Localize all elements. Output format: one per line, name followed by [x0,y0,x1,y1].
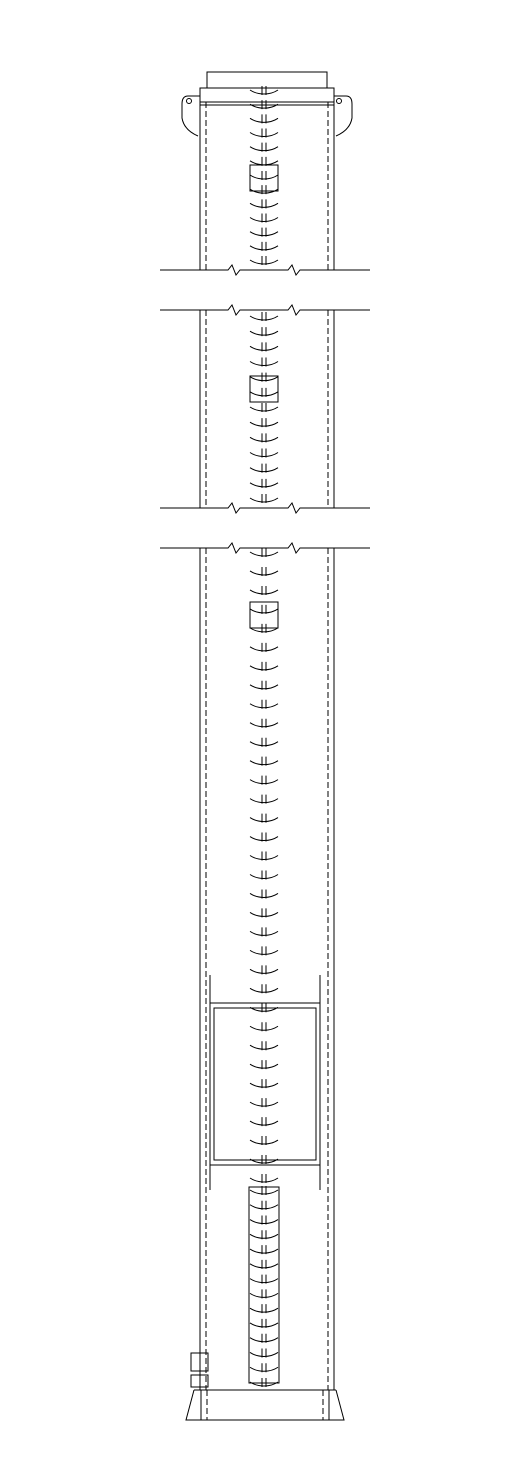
bucket [250,418,278,427]
bucket [250,1060,278,1069]
bucket [250,1174,278,1183]
bucket [250,86,278,95]
inspection-door-top [250,165,278,191]
bucket [250,327,278,336]
head-cap [207,72,327,88]
bucket [250,373,278,382]
bucket [250,1041,278,1050]
bucket [250,662,278,671]
bucket [250,1245,278,1254]
bucket [250,1136,278,1145]
access-window-frame-outer [210,1003,320,1165]
bucket [250,965,278,974]
bucket [250,1098,278,1107]
bucket [250,199,278,208]
inspection-doors [250,165,278,628]
bucket [250,388,278,397]
bucket [250,870,278,879]
bucket [250,1260,278,1269]
bucket [250,776,278,785]
bucket [250,1022,278,1031]
bucket [250,479,278,488]
bucket [250,1201,278,1210]
break-line [160,503,370,513]
break-line [160,265,370,275]
bucket [250,185,278,194]
bucket [250,946,278,955]
bucket [250,700,278,709]
bucket [250,1304,278,1313]
head-hood [200,88,334,102]
bucket [250,605,278,614]
inspection-door-middle [250,376,278,402]
boot-bucket-frame [249,1187,279,1383]
bucket [250,171,278,180]
bucket [250,1289,278,1298]
bucket [250,1275,278,1284]
bucket [250,114,278,123]
bucket [250,643,278,652]
bucket [250,312,278,321]
bucket [250,889,278,898]
bucket [250,586,278,595]
access-window-frame-inner [214,1008,316,1160]
bucket [250,129,278,138]
bucket [250,1363,278,1372]
bucket [250,342,278,351]
access-window [210,975,320,1190]
bucket [250,214,278,223]
bucket [250,358,278,367]
bucket [250,795,278,804]
boot-flare [186,1390,344,1420]
bucket [250,1230,278,1239]
bucket [250,143,278,152]
right-bearing-bolt [337,99,342,104]
bucket [250,833,278,842]
bucket [250,256,278,265]
bucket [250,1117,278,1126]
bucket [250,494,278,503]
bucket [250,449,278,458]
break-line [160,305,370,315]
bucket [250,1079,278,1088]
bucket [250,567,278,576]
bucket [250,403,278,412]
inspection-door-lower [250,602,278,628]
bucket [250,1334,278,1343]
left-bearing-bolt [187,99,192,104]
bucket [250,927,278,936]
boot-section [186,1353,344,1420]
bucket [250,1348,278,1357]
bucket [250,548,278,557]
bucket [250,433,278,442]
bucket [250,242,278,251]
bucket [250,719,278,728]
bucket [250,984,278,993]
bucket [250,1319,278,1328]
bucket [250,157,278,166]
bucket [250,464,278,473]
bucket-chain [250,86,278,1387]
bucket [250,1216,278,1225]
bucket [250,738,278,747]
boot-bucket-stack [249,1187,279,1383]
bucket [250,757,278,766]
bucket [250,814,278,823]
bucket [250,228,278,237]
bucket [250,908,278,917]
head-section [182,72,352,136]
break-line [160,543,370,553]
bucket [250,852,278,861]
break-lines [160,265,370,553]
bucket [250,681,278,690]
